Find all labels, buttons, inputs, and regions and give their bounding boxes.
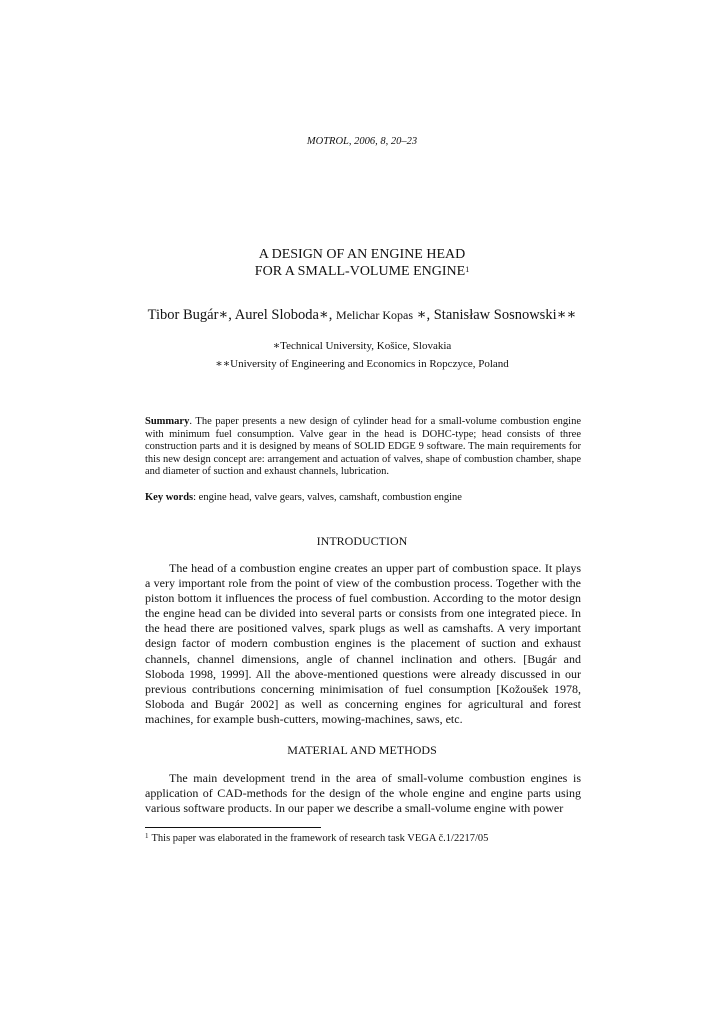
footnote-text: This paper was elaborated in the framework of research task VEGA č.1/2217/05 — [151, 833, 489, 844]
authors-part-2: Melichar Kopas — [336, 308, 414, 322]
footnote — [145, 833, 581, 844]
summary-label: Summary — [145, 416, 190, 427]
title-line-2-text: FOR A SMALL-VOLUME ENGINE — [254, 264, 466, 279]
title-footnote-mark: 1 — [465, 265, 470, 274]
footnote-divider — [145, 827, 321, 828]
keywords-line — [145, 492, 581, 505]
introduction-paragraph: The head of a combustion engine creates an upper part of combustion space. It plays a very important role from the point of view of the combustion process. Together with the piston bottom it influences the process of fuel combustion. According to the motor design the engine head can be divided into several parts or consists from one integrated piece. In the head there are positioned valves, spark plugs as well as camshafts. A very important design factor of modern combustion engines is the placement of suction and exhaust channels, channel dimensions, angle of channel inclination and others. [Bugár and Sloboda 1998, 1999]. All the above-mentioned questions were already discussed in our previous contributions concerning minimisation of fuel consumption [Kožoušek 1978, Sloboda and Bugár 2002] as well as concerning engines for agricultural and forest machines, for example bush-cutters, mowing-machines, saws, etc. — [145, 561, 581, 726]
author-list — [0, 307, 724, 324]
summary-text: . The paper presents a new design of cylinder head for a small-volume combustion engine with minimum fuel consumption. Valve gear in the head is DOHC-type; head consists of three construction parts and it is designed by means of SOLID EDGE 9 software. The main requirements for this new design concept are: arrangement and actuation of valves, shape of combustion chamber, shape and diameter of suction and exhaust channels, lubrication. — [145, 416, 581, 478]
summary-paragraph — [145, 416, 581, 479]
keywords-label: Key words — [145, 492, 194, 503]
footnote-mark: 1 — [145, 832, 149, 840]
section-heading-introduction: INTRODUCTION — [316, 534, 408, 548]
title-line-1: A DESIGN OF AN ENGINE HEAD — [258, 247, 466, 262]
title-line-2 — [0, 263, 724, 280]
affiliation-1: ∗Technical University, Košice, Slovakia — [272, 340, 452, 352]
paper-title — [0, 246, 724, 280]
materials-paragraph: The main development trend in the area of small-volume combustion engines is application of CAD-methods for the design of the whole engine and engine parts using various software products. In our paper we describe a small-volume engine with power — [145, 771, 581, 816]
authors-part-1: Tibor Bugár∗, Aurel Sloboda∗, — [147, 307, 337, 323]
authors-part-3: ∗, Stanisław Sosnowski∗∗ — [413, 307, 577, 323]
journal-reference: MOTROL, 2006, 8, 20–23 — [306, 136, 418, 147]
keywords-text: : engine head, valve gears, valves, camshaft, combustion engine — [193, 492, 462, 503]
affiliation-2: ∗∗University of Engineering and Economics in Ropczyce, Poland — [215, 358, 509, 370]
section-heading-materials: MATERIAL AND METHODS — [287, 743, 437, 757]
